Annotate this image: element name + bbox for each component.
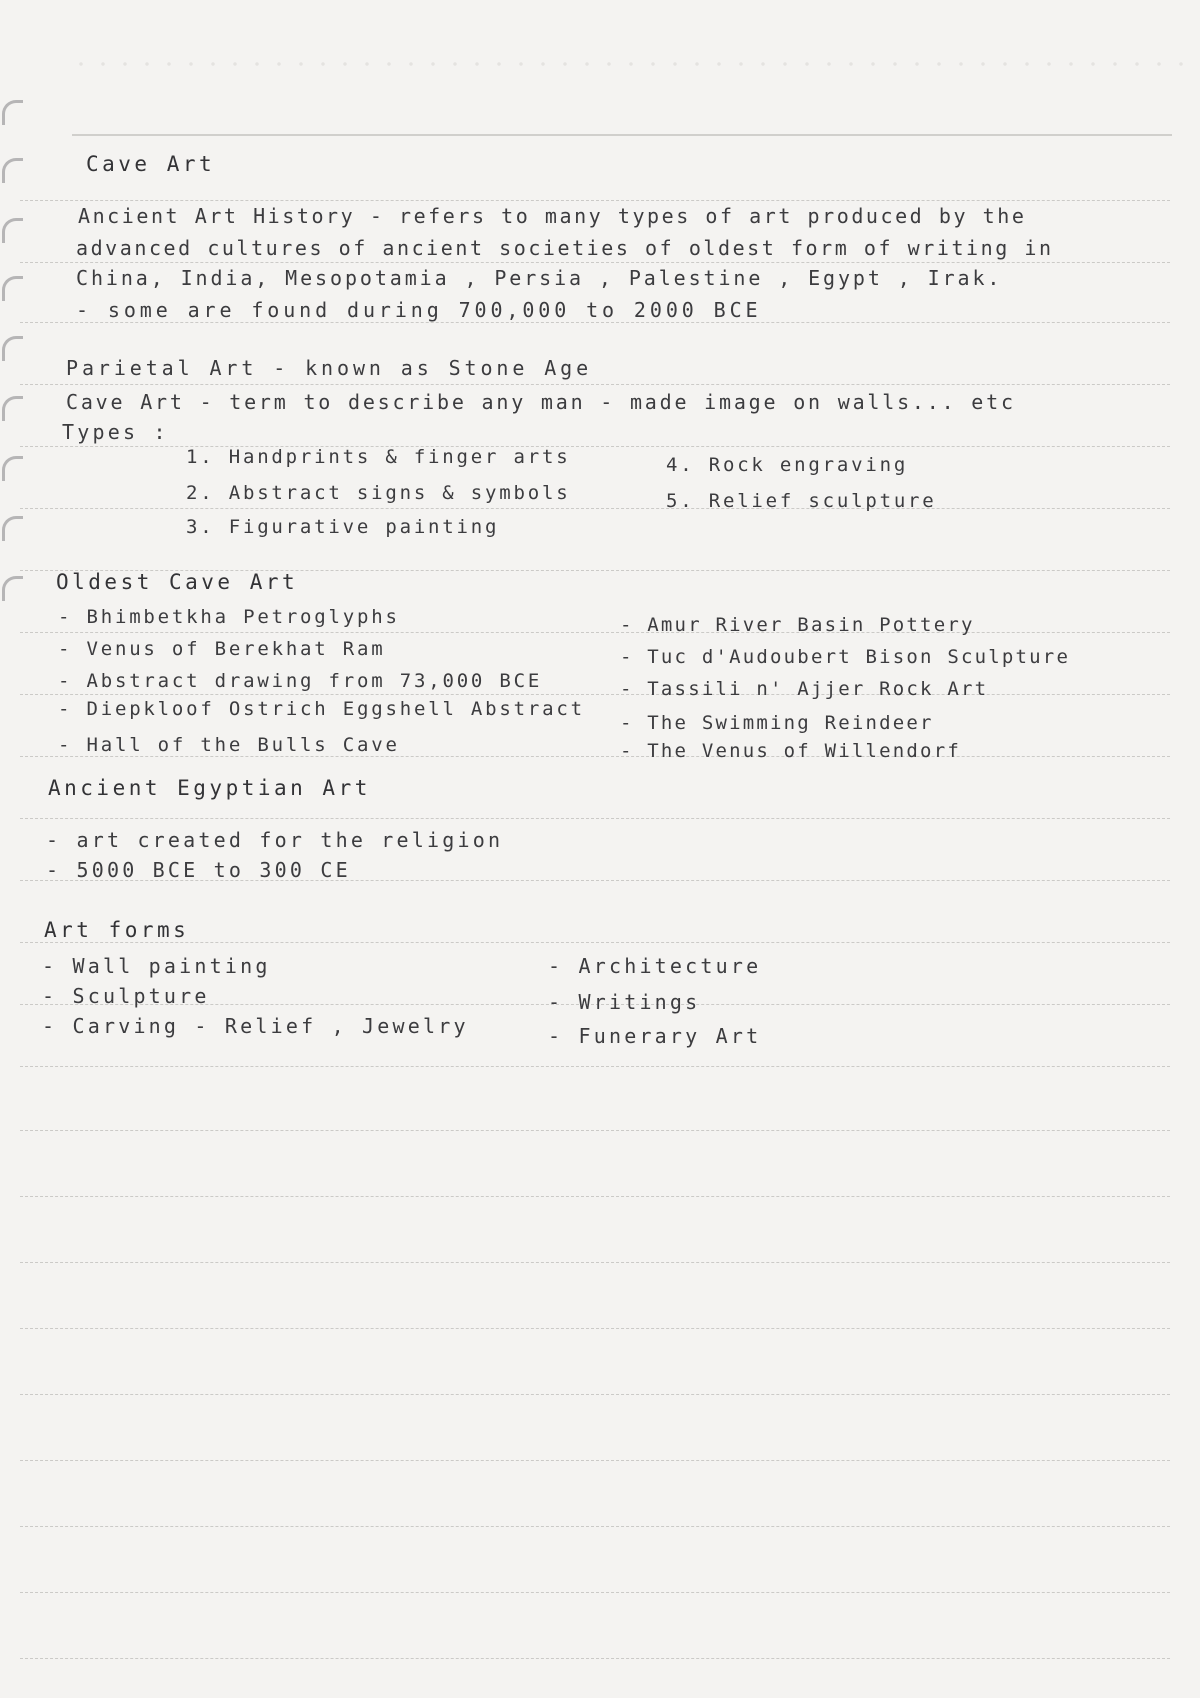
art-forms-heading: Art forms bbox=[44, 918, 190, 942]
binder-ring bbox=[2, 456, 23, 481]
cave-art-example: - Tuc d'Audoubert Bison Sculpture bbox=[620, 646, 1071, 668]
ruled-line bbox=[20, 1130, 1170, 1131]
ruled-line bbox=[20, 1526, 1170, 1527]
type-item: 4. Rock engraving bbox=[666, 454, 909, 476]
art-form-item: - Sculpture bbox=[42, 984, 210, 1008]
ruled-line bbox=[20, 322, 1170, 323]
cave-art-line: China, India, Mesopotamia , Persia , Palestine , Egypt , Irak. bbox=[76, 266, 1003, 290]
ruled-line bbox=[20, 756, 1170, 757]
type-item: 3. Figurative painting bbox=[186, 516, 500, 538]
ruled-line bbox=[20, 942, 1170, 943]
cave-art-heading: Cave Art bbox=[86, 152, 216, 176]
binder-ring bbox=[2, 576, 23, 601]
art-form-item: - Architecture bbox=[548, 954, 762, 978]
ruled-line bbox=[20, 1328, 1170, 1329]
binder-ring bbox=[2, 100, 23, 125]
type-item: 2. Abstract signs & symbols bbox=[186, 482, 571, 504]
binder-ring bbox=[2, 276, 23, 301]
binder-ring bbox=[2, 396, 23, 421]
ruled-line bbox=[20, 1262, 1170, 1263]
types-label: Types : bbox=[62, 420, 169, 444]
ruled-line bbox=[20, 384, 1170, 385]
art-form-item: - Wall painting bbox=[42, 954, 271, 978]
egyptian-art-line: - 5000 BCE to 300 CE bbox=[46, 858, 351, 882]
ruled-line bbox=[20, 1658, 1170, 1659]
art-form-item: - Carving - Relief , Jewelry bbox=[42, 1014, 469, 1038]
egyptian-art-heading: Ancient Egyptian Art bbox=[48, 776, 371, 800]
ruled-line bbox=[20, 632, 1170, 633]
ruled-line bbox=[20, 262, 1170, 263]
ruled-line bbox=[20, 1196, 1170, 1197]
cave-art-definition: Cave Art - term to describe any man - made image on walls... etc bbox=[66, 390, 1016, 414]
art-form-item: - Writings bbox=[548, 990, 701, 1014]
oldest-cave-art-heading: Oldest Cave Art bbox=[56, 570, 299, 594]
cave-art-example: - The Swimming Reindeer bbox=[620, 712, 934, 734]
ruled-line bbox=[20, 1592, 1170, 1593]
ruled-line bbox=[20, 200, 1170, 201]
cave-art-example: - Bhimbetkha Petroglyphs bbox=[58, 606, 400, 628]
parietal-art-line: Parietal Art - known as Stone Age bbox=[66, 356, 593, 380]
cave-art-line: - some are found during 700,000 to 2000 BCE bbox=[76, 298, 762, 322]
binder-ring bbox=[2, 158, 23, 183]
cave-art-example: - Venus of Berekhat Ram bbox=[58, 638, 386, 660]
type-item: 5. Relief sculpture bbox=[666, 490, 937, 512]
egyptian-art-line: - art created for the religion bbox=[46, 828, 504, 852]
top-margin-line bbox=[72, 134, 1172, 136]
cave-art-example: - The Venus of Willendorf bbox=[620, 740, 961, 762]
art-form-item: - Funerary Art bbox=[548, 1024, 762, 1048]
cave-art-line: Ancient Art History - refers to many types of art produced by the bbox=[78, 204, 1027, 228]
ruled-line bbox=[20, 1394, 1170, 1395]
binder-ring bbox=[2, 516, 23, 541]
ruled-line bbox=[20, 1460, 1170, 1461]
cave-art-example: - Tassili n' Ajjer Rock Art bbox=[620, 678, 989, 700]
cave-art-example: - Abstract drawing from 73,000 BCE bbox=[58, 670, 543, 692]
cave-art-example: - Diepkloof Ostrich Eggshell Abstract bbox=[58, 698, 585, 720]
ruled-line bbox=[20, 508, 1170, 509]
ruled-line bbox=[20, 1066, 1170, 1067]
cave-art-example: - Hall of the Bulls Cave bbox=[58, 734, 400, 756]
type-item: 1. Handprints & finger arts bbox=[186, 446, 571, 468]
ruled-line bbox=[20, 694, 1170, 695]
cave-art-example: - Amur River Basin Pottery bbox=[620, 614, 975, 636]
cave-art-line: advanced cultures of ancient societies of oldest form of writing in bbox=[76, 236, 1054, 260]
binder-ring bbox=[2, 218, 23, 243]
ruled-line bbox=[20, 818, 1170, 819]
perforation-edge bbox=[70, 58, 1188, 70]
binder-ring bbox=[2, 336, 23, 361]
